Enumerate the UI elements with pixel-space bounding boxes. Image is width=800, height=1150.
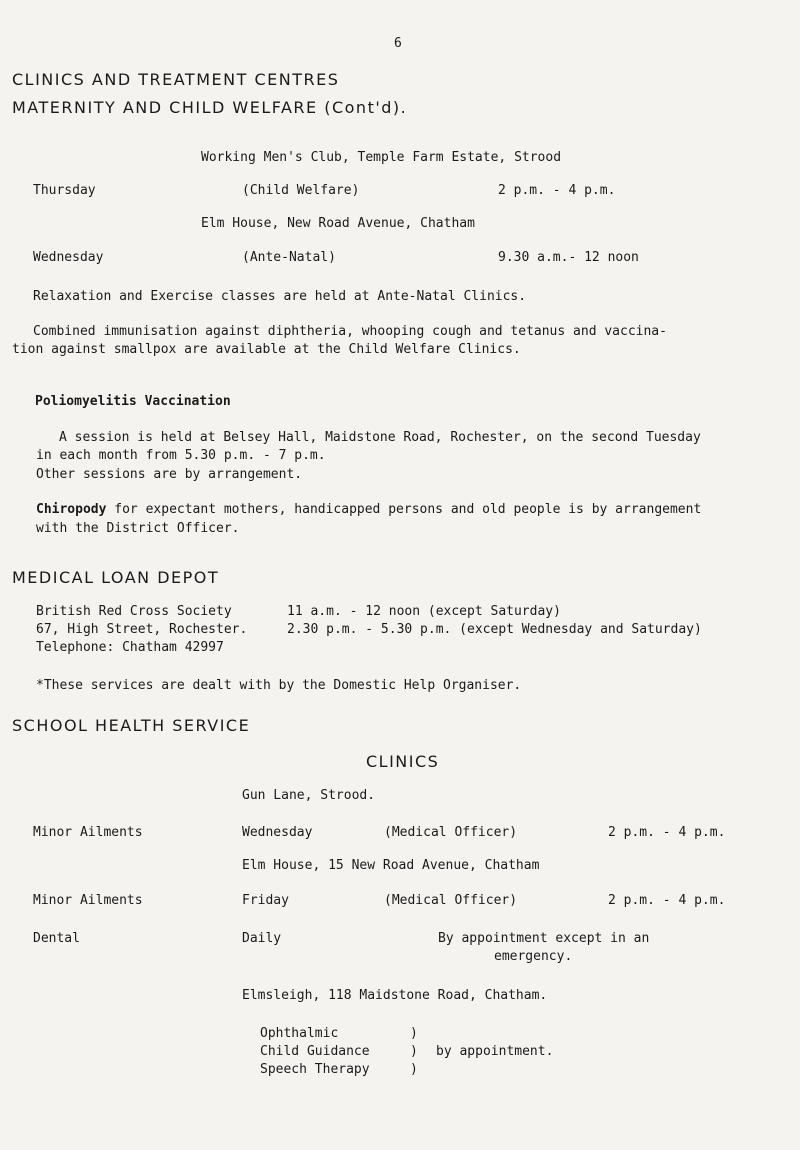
loan-depot-phone: Telephone: Chatham 42997 (36, 640, 224, 655)
maternity-venue-1-day: Thursday (33, 183, 96, 198)
immunisation-line-2: tion against smallpox are available at the Child Welfare Clinics. (12, 342, 521, 357)
school-row-2-staff: (Medical Officer) (384, 893, 518, 908)
school-service-1 (260, 1026, 338, 1041)
polio-line-1: A session is held at Belsey Hall, Maidstone Road, Rochester, on the second Tuesday (59, 430, 701, 445)
school-row-1-day: Wednesday (242, 825, 313, 840)
school-service-2 (260, 1044, 370, 1059)
maternity-venue-1-time: 2 p.m. - 4 p.m. (498, 183, 616, 198)
polio-line-3: Other sessions are by arrangement. (36, 467, 303, 482)
school-row-2-service: Minor Ailments (33, 893, 143, 908)
bracket-1: ) (410, 1026, 418, 1041)
polio-heading: Poliomyelitis Vaccination (35, 394, 231, 409)
service-child-guidance: Child Guidance (260, 1044, 370, 1059)
school-row-3-day: Daily (242, 931, 282, 946)
school-row-1-staff: (Medical Officer) (384, 825, 518, 840)
bracket-2: ) (410, 1044, 418, 1059)
school-row-3-service: Dental (33, 931, 80, 946)
clinics-subheading: CLINICS (366, 752, 440, 771)
maternity-venue-2-time: 9.30 a.m.- 12 noon (498, 250, 639, 265)
chiropody-lead: Chiropody (36, 502, 107, 517)
maternity-venue-1: Working Men's Club, Temple Farm Estate, Strood (201, 150, 562, 165)
school-health-heading: SCHOOL HEALTH SERVICE (12, 716, 251, 735)
school-venue-2: Elm House, 15 New Road Avenue, Chatham (242, 858, 540, 873)
school-row-1-time: 2 p.m. - 4 p.m. (608, 825, 726, 840)
school-row-3-note-line-1: By appointment except in an (438, 931, 650, 946)
maternity-venue-2: Elm House, New Road Avenue, Chatham (201, 216, 475, 231)
service-ophthalmic: Ophthalmic (260, 1026, 339, 1041)
chiropody-text: for expectant mothers, handicapped persons and old people is by arrangement (106, 502, 702, 517)
polio-line-2: in each month from 5.30 p.m. - 7 p.m. (36, 448, 326, 463)
school-venue-1: Gun Lane, Strood. (242, 788, 376, 803)
services-appointment-note: by appointment. (436, 1044, 554, 1059)
loan-depot-org: British Red Cross Society (36, 604, 232, 619)
loan-depot-heading: MEDICAL LOAN DEPOT (12, 568, 220, 587)
chiropody-line-1 (36, 502, 701, 517)
school-row-2-time: 2 p.m. - 4 p.m. (608, 893, 726, 908)
maternity-venue-2-type: (Ante-Natal) (242, 250, 336, 265)
chiropody-line-2: with the District Officer. (36, 521, 240, 536)
immunisation-line-1: Combined immunisation against diphtheria, whooping cough and tetanus and vaccina- (33, 324, 667, 339)
page-number: 6 (394, 36, 402, 51)
loan-depot-address: 67, High Street, Rochester. (36, 622, 248, 637)
maternity-venue-2-day: Wednesday (33, 250, 104, 265)
service-speech-therapy: Speech Therapy (260, 1062, 370, 1077)
domestic-help-note: *These services are dealt with by the Domestic Help Organiser. (36, 678, 522, 693)
page-title: CLINICS AND TREATMENT CENTRES (12, 70, 340, 89)
loan-depot-hours-2: 2.30 p.m. - 5.30 p.m. (except Wednesday and Saturday) (287, 622, 702, 637)
loan-depot-hours-1: 11 a.m. - 12 noon (except Saturday) (287, 604, 561, 619)
school-row-2-day: Friday (242, 893, 289, 908)
section-title-maternity: MATERNITY AND CHILD WELFARE (Cont'd). (12, 98, 408, 117)
bracket-3: ) (410, 1062, 418, 1077)
maternity-venue-1-type: (Child Welfare) (242, 183, 360, 198)
school-row-3-note-line-2: emergency. (494, 949, 573, 964)
relaxation-note: Relaxation and Exercise classes are held at Ante-Natal Clinics. (33, 289, 527, 304)
school-row-1-service: Minor Ailments (33, 825, 143, 840)
school-service-3 (260, 1062, 370, 1077)
school-venue-3: Elmsleigh, 118 Maidstone Road, Chatham. (242, 988, 548, 1003)
